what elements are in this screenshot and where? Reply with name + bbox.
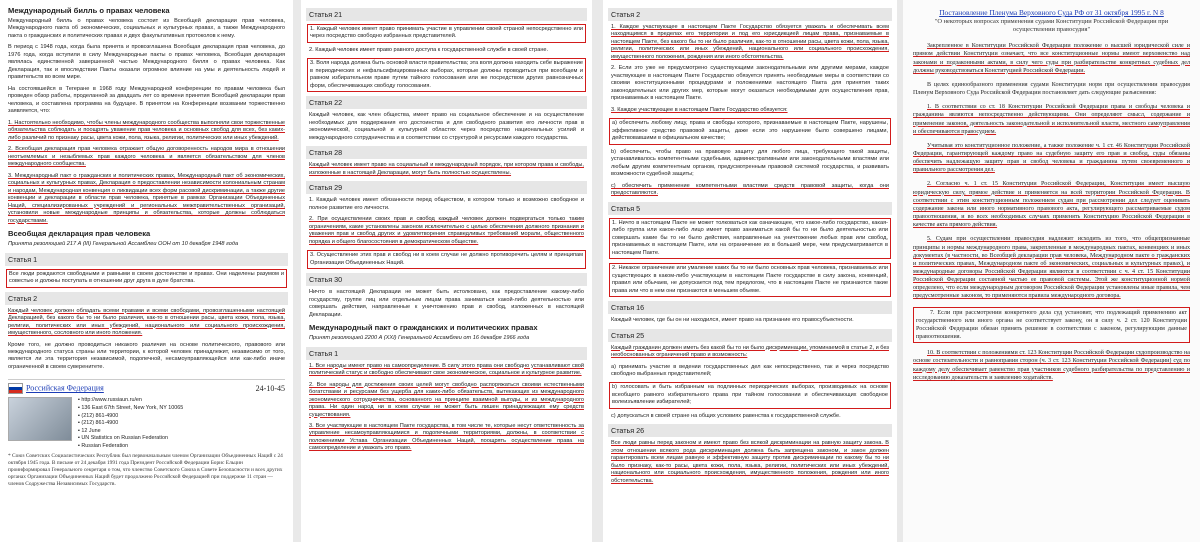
article-heading: Статья 30 (306, 273, 587, 286)
rf-page: 24-10-45 (255, 384, 285, 394)
article-text: Кроме того, не должно проводиться никакого различия на основе политического, правового или международного статуса страны или территории, к которой человек принадлежит, независимо от того, является ли эта территория независимой, подопечной, несамоуправляющейся или как-либо иначе ограниченной в своем суверенитете. (8, 341, 285, 370)
russia-flag-icon (8, 383, 23, 394)
bill-paragraph: В период с 1948 года, когда была принята и провозглашена Всеобщая декларация прав человека, до 1976 года, когда вступили в силу Международные пакты о правах человека, Всеобщая декларация являлась единственной завершенной частью Международного билля о правах человека. Как Декларация, так и впоследствии Пакты оказали огромное влияние на умы и деятельность людей и правительств во всем мире. (8, 44, 285, 81)
article-text: 2. Если это уже не предусмотрено существующими законодательными или другими мерами, каждое участвующее в настоящем Пакте Государство обязуется принять необходимые меры в соответствии со своими конституционными процедурами и положениями настоящего Пакта для принятия таких законодательных или других мер, которые могут оказаться необходимыми для осуществления прав, признаваемых в настоящем Пакте. (611, 65, 889, 102)
proclamation-item-2: 2. Всеобщая декларация прав человека отражает общую договоренность народов мира в отношении неотъемлемых и незыблемых прав каждого человека и является обязательством для членов международного сообщества. (8, 146, 285, 168)
article-text: c) допускаться в своей стране на общих условиях равенства к государственной службе. (611, 412, 841, 419)
bill-paragraph: На состоявшейся в Тегеране в 1968 году Международной конференции по правам человека был проведен обзор работы, проделанной за двадцать лет со времени принятия Всеобщей декларации прав человека, и составлена программа на будущее. В принятом на Конференции воззвании торжественно заявляется, что: (8, 85, 285, 115)
article-text: Ничто в настоящей Декларации не может быть истолковано, как предоставление какому-либо государству, группе лиц или отдельным лицам права заниматься какой-либо деятельностью или совершать действия, направленные к уничтожению прав и свобод, изложенных в настоящей Декларации. (309, 289, 584, 318)
russian-federation-card (8, 379, 285, 488)
resolution-paragraph: В целях единообразного применения судами Конституции норм при осуществлении правосудия Пленум Верховного Суда Российской Федерации постановляет дать следующие разъяснения: (913, 81, 1190, 97)
article-text: 1. Каждый человек имеет обязанности перед обществом, в котором только и возможно свободное и полное развитие его личности. (309, 197, 584, 211)
resolution-paragraph: 10. В соответствии с положениями ст. 123 Конституции Российской Федерации судопроизводство на основе состязательности и равноправия сторон (ч. 3 ст. 123 Конституции Российской Федерации) суд по каждому делу обеспечивает равенство прав участников судебного разбирательства по представлению и исследованию доказательств и заявлению ходатайств. (913, 350, 1190, 381)
rf-contact-item[interactable]: ▪ http://www.russiaun.ru/en (78, 397, 142, 404)
article-text: a) обеспечить любому лицу, права и свободы которого, признаваемые в настоящем Пакте, нарушены, эффективное средство правовой защиты, даже если это нарушение было совершено лицами, действовавшими в официальном качестве; (609, 118, 891, 144)
declaration-title: Всеобщая декларация прав человека (8, 229, 151, 239)
article-heading: Статья 1 (5, 253, 288, 266)
supreme-court-resolution-column (903, 0, 1200, 542)
declaration-subtitle: Принята резолюцией 217 A (III) Генеральной Ассамблеи ООН от 10 декабря 1948 года (8, 241, 239, 248)
covenant-subtitle: Принят резолюцией 2200 A (XXI) Генеральной Ассамблеи от 16 декабря 1966 года (309, 335, 530, 342)
article-heading: Статья 25 (608, 329, 892, 342)
article-heading: Статья 1 (306, 347, 587, 360)
resolution-title[interactable]: Постановление Пленума Верховного Суда РФ от 31 октября 1995 г. N 8 (939, 8, 1164, 17)
article-heading: Статья 28 (306, 146, 587, 159)
proclamation-item-1: 1. Настоятельно необходимо, чтобы члены международного сообщества выполняли свои торжественные обязательства соблюдать и поощрять уважение прав человека и основных свобод для всех, без каких-либо различий по признаку расы, цвета кожи, пола, языка, религии, политических или иных убеждений. (8, 119, 285, 141)
resolution-paragraph: 1. В соответствии со ст. 18 Конституции Российской Федерации права и свободы человека и гражданина являются непосредственно действующими. Они определяют смысл, содержание и применение законов, деятельность законодательной и исполнительной власти, местного самоуправления и обеспечиваются правосудием. (913, 104, 1190, 135)
resolution-paragraph: 5. Судам при осуществлении правосудия надлежит исходить из того, что общепризнанные принципы и нормы международного права, закрепленные в международных пактах, конвенциях и иных документах (в частности, во Всеобщей декларации прав человека, Международном пакте о гражданских и политических правах, Международном пакте об экономических, социальных и культурных правах), и международные договоры Российской Федерации являются в соответствии с ч. 4 ст. 15 Конституции Российской Федерации составной частью ее правовой системы. Этой же конституционной нормой определено, что если международным договором Российской Федерации установлены иные правила, чем предусмотренные законом, то применяются правила международного договора. (913, 236, 1190, 300)
covenant-articles-column (603, 0, 897, 542)
article-heading: Статья 21 (306, 8, 587, 21)
bill-of-rights-column (0, 0, 293, 542)
article-text: 2. Все народы для достижения своих целей могут свободно распоряжаться своими естественными богатствами и ресурсами без ущерба для каких-либо обязательств, вытекающих из международного экономического сотрудничества, основанного на принципе взаимной выгоды, и из международного права. Ни один народ ни в коем случае не может быть лишен принадлежащих ему средств существования. (309, 381, 584, 418)
resolution-paragraph: 7. Если при рассмотрении конкретного дела суд установит, что подлежащий применению акт государственного или иного органа не соответствует закону, он в силу ч. 2 ст. 120 Конституции Российской Федерации обязан принять решение в соответствии с законом, регулирующим данные правоотношения. (913, 307, 1190, 344)
article-heading: Статья 22 (306, 96, 587, 109)
article-text: Каждый человек имеет право на социальный и международный порядок, при котором права и свободы, изложенные в настоящей Декларации, могут быть полностью осуществлены. (309, 162, 584, 176)
resolution-subtitle: "О некоторых вопросах применения судами Конституции Российской Федерации при осуществлении правосудия" (934, 18, 1169, 34)
proclamation-item-3: 3. Международный пакт о гражданских и политических правах, Международный пакт об экономических, социальных и культурных правах, Декларация о предоставлении независимости колониальным странам и народам, Международная конвенция о ликвидации всех форм расовой дискриминации, а также другие конвенции и декларации в области прав человека, принятые в рамках Организации Объединенных Наций, специализированных учреждений и региональных межправительственных организаций, установили новые международные принципы и обязательства, которые должны соблюдаться государствами. (8, 172, 285, 224)
article-text: Каждый человек, как член общества, имеет право на социальное обеспечение и на осуществление необходимых для поддержания его достоинства и для свободного развития его личности прав в экономической, социальной и культурной областях через посредство национальных усилий и международного сотрудничества и в соответствии со структурой и ресурсами каждого государства. (309, 112, 584, 141)
declaration-articles-column (301, 0, 592, 542)
rf-footnote: * Союз Советских Социалистических Республик был первоначальным членом Организации Объединенных Наций с 24 октября 1945 года. В письме от 24 декабря 1991 года Президент Российской Федерации Борис Ельцин проинформировал Генерального секретаря о том, что членство Советского Союза в Совете Безопасности и всех других органах Организации Объединенных Наций будет продолжено Российской Федерацией при поддержке 11 стран — членов Содружества Независимых Государств. (8, 453, 283, 488)
rf-contact-item: ▪ UN Statistics on Russian Federation (78, 435, 168, 442)
building-photo (8, 397, 72, 441)
resolution-paragraph: 2. Согласно ч. 1 ст. 15 Конституции Российской Федерации, Конституция имеет высшую юридическую силу, прямое действие и применяется на всей территории Российской Федерации. В соответствии с этим конституционным положением судам при рассмотрении дел следует оценивать содержание закона или иного нормативного правового акта, регулирующего рассматриваемые судом правоотношения, и во всех необходимых случаях применять Конституцию Российской Федерации в качестве акта прямого действия. (913, 181, 1190, 229)
article-text: b) обеспечить, чтобы право на правовую защиту для любого лица, требующего такой защиты, устанавливалось компетентными судебными, административными или законодательными властями или любым другим компетентным органом, предусмотренным правовой системой государства, и развивать возможности судебной защиты; (611, 148, 889, 178)
article-text: 3. Воля народа должна быть основой власти правительства; эта воля должна находить себе выражение в периодических и нефальсифицированных выборах, которые должны проводиться при всеобщем и равном избирательном праве путем тайного голосования или же посредством других равнозначных форм, обеспечивающих свободу голосования. (307, 58, 586, 92)
article-text: Все люди равны перед законом и имеют право без всякой дискриминации на равную защиту закона. В этом отношении всякого рода дискриминация должна быть запрещена законом, и закон должен гарантировать всем лицам равную и эффективную защиту против дискриминации по какому бы то ни было признаку, как-то расы, цвета кожи, пола, языка, религии, политических или иных убеждений, национального или социального происхождения, имущественного положения, рождения или иного обстоятельства. (611, 440, 889, 484)
article-heading: Статья 2 (5, 292, 288, 305)
article-text: 1. Каждый человек имеет право принимать участие в управлении своей страной непосредственно или через посредство свободно избранных представителей. (307, 24, 586, 43)
bill-title: Международный билль о правах человека (8, 6, 170, 15)
rf-contact-item: ▪ (212) 861-4900 (78, 412, 119, 419)
resolution-paragraph: Закрепленное в Конституции Российской Федерации положение о высшей юридической силе и прямом действии Конституции означает, что все конституционные нормы имеют верховенство над законами и подзаконными актами, в силу чего суды при разбирательстве конкретных судебных дел должны руководствоваться Конституцией Российской Федерации. (913, 43, 1190, 74)
rf-contact-list (78, 397, 183, 450)
article-text: Все люди рождаются свободными и равными в своем достоинстве и правах. Они наделены разумом и совестью и должны поступать в отношении друг друга в духе братства. (6, 269, 287, 288)
article-text: 2. Каждый человек имеет право равного доступа к государственной службе в своей стране. (309, 46, 549, 53)
article-text: 2. При осуществлении своих прав и свобод каждый человек должен подвергаться только таким ограничениям, какие установлены законом исключительно с целью обеспечения должного признания и уважения прав и свобод других и удовлетворения справедливых требований морали, общественного порядка и общего благосостояния в демократическом обществе. (309, 216, 584, 245)
article-text: 3. Каждое участвующее в настоящем Пакте Государство обязуется: (611, 106, 788, 113)
article-heading: Статья 16 (608, 301, 892, 314)
article-text: Каждый человек должен обладать всеми правами и всеми свободами, провозглашенными настоящей Декларацией, без какого бы то ни было различия, как-то в отношении расы, цвета кожи, пола, языка, религии, политических или иных убеждений, национального или социального происхождения, имущественного, сословного или иного положения. (8, 307, 285, 337)
article-text: 1. Каждое участвующее в настоящем Пакте Государство обязуется уважать и обеспечивать всем находящимся в пределах его территории и под его юрисдикцией лицам права, признаваемые в настоящем Пакте, без какого бы то ни было различия, как-то в отношении расы, цвета кожи, пола, языка, религии, политических или иных убеждений, национального или социального происхождения, имущественного положения, рождения или иного обстоятельства. (611, 24, 889, 60)
article-heading: Статья 26 (608, 424, 892, 437)
rf-contact-item: ▪ (212) 861-4900 (78, 420, 119, 427)
article-text: 1. Все народы имеют право на самоопределение. В силу этого права они свободно устанавливают свой политический статус и свободно обеспечивают свое экономическое, социальное и культурное развитие. (309, 362, 584, 377)
article-text: c) обеспечить применение компетентными властями средств правовой защиты, когда они предоставляются. (611, 182, 889, 197)
rf-contact-item: ▪ 12 June (78, 427, 101, 434)
rf-link[interactable]: Российская Федерация (26, 383, 104, 393)
rf-contact-item: ▪ Russian Federation (78, 442, 129, 449)
article-text: 3. Все участвующие в настоящем Пакте государства, в том числе те, которые несут ответственность за управление несамоуправляющимися и подопечными территориями, должны, в соответствии с положениями Устава Организации Объединенных Наций, поощрять осуществление права на самоопределение и уважать это право. (309, 422, 584, 452)
article-heading: Статья 2 (608, 8, 892, 21)
article-text: 2. Никакое ограничение или умаление каких бы то ни было основных прав человека, признаваемых или существующих в каком-либо участвующем в настоящем Пакте государстве в силу закона, конвенций, правил или обычаев, не допускается под тем предлогом, что в настоящем Пакте не признаются такие права или что в нем они признаются в меньшем объеме. (609, 263, 891, 297)
resolution-paragraph: Учитывая это конституционное положение, а также положение ч. 1 ст. 46 Конституции Российской Федерации, гарантирующей каждому право на судебную защиту его прав и свобод, суды обязаны обеспечить надлежащую защиту прав и свобод человека и гражданина путем своевременного и правильного рассмотрения дел. (913, 142, 1190, 174)
article-text: 3. Осуществление этих прав и свобод ни в коем случае не должно противоречить целям и принципам Организации Объединенных Наций. (307, 250, 586, 269)
article-heading: Статья 29 (306, 181, 587, 194)
article-text: b) голосовать и быть избранным на подлинных периодических выборах, производимых на основе всеобщего равного избирательного права при тайном голосовании и обеспечивающих свободное волеизъявление избирателей; (609, 382, 891, 408)
covenant-title: Международный пакт о гражданских и политических правах (309, 323, 538, 333)
bill-intro: Международный билль о правах человека состоит из Всеобщей декларации прав человека, Международного пакта об экономических, социальных и культурных правах, а также Международного пакта о гражданских и политических правах и двух факультативных протоколов к нему. (8, 18, 285, 39)
article-text: Каждый гражданин должен иметь без какой бы то ни было дискриминации, упоминаемой в статье 2, и без необоснованных ограничений право и возможность: (611, 344, 889, 359)
article-text: a) принимать участие в ведении государственных дел как непосредственно, так и через посредство свободно выбранных представителей; (611, 363, 889, 377)
article-text: Каждый человек, где бы он ни находился, имеет право на признание его правосубъектности. (611, 317, 854, 324)
rf-contact-item: ▪ 136 East 67th Street, New York, NY 10065 (78, 405, 184, 411)
article-heading: Статья 5 (608, 202, 892, 215)
article-text: 1. Ничто в настоящем Пакте не может толковаться как означающее, что какое-либо государство, какая-либо группа или какое-либо лицо имеет право заниматься какой бы то ни было деятельностью или совершать какие бы то ни было действия, направленные на уничтожение любых прав или свобод, признаваемых в настоящем Пакте, или на ограничение их в большей мере, чем предусматривается в настоящем Пакте. (609, 218, 891, 259)
